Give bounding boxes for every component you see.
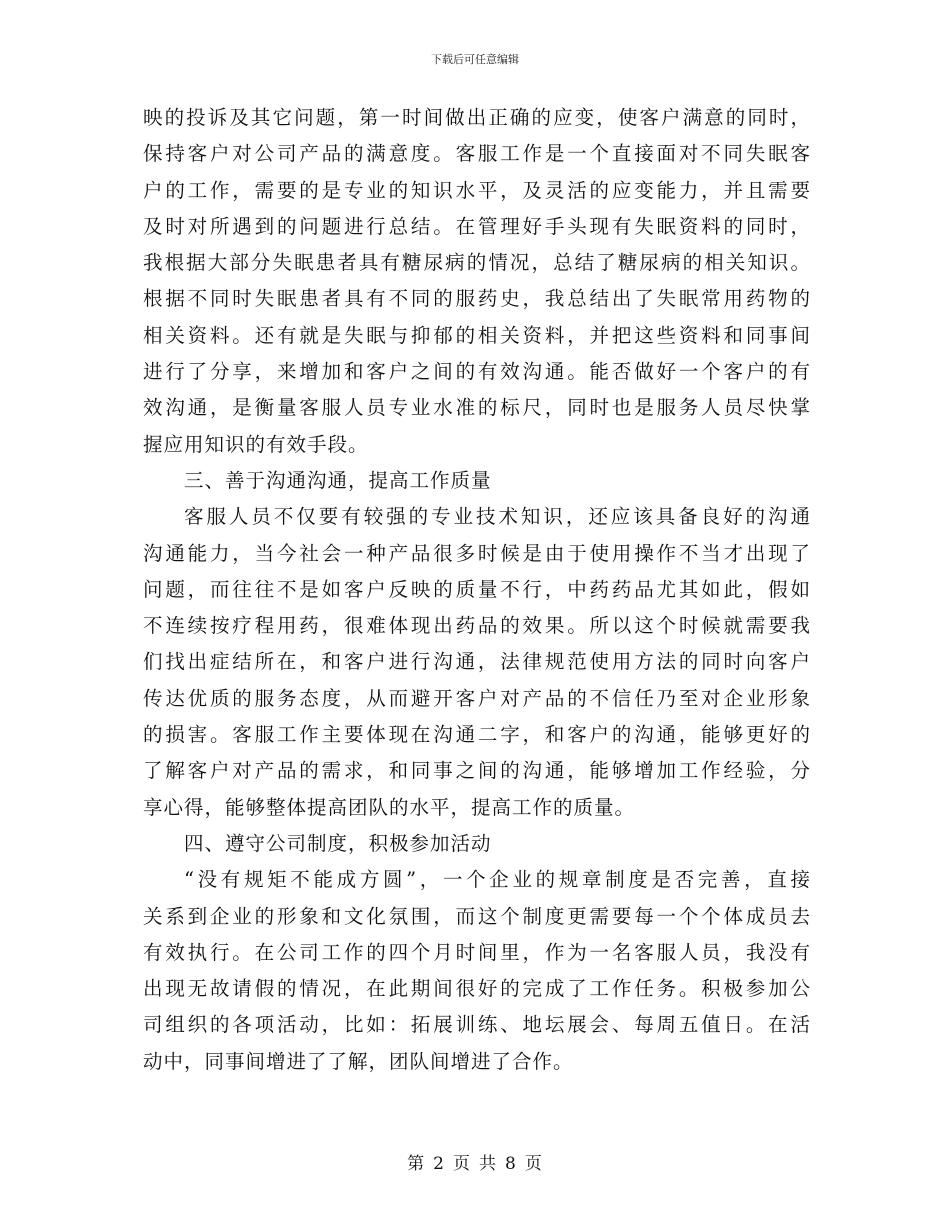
text-line: 不连续按疗程用药，很难体现出药品的效果。所以这个时候就需要我: [143, 614, 811, 638]
text-line: 的损害。客服工作主要体现在沟通二字，和客户的沟通，能够更好的: [143, 723, 811, 747]
page-footer: [0, 1153, 950, 1175]
text-line: 我根据大部分失眠患者具有糖尿病的情况，总结了糖尿病的相关知识。: [143, 251, 811, 275]
page-header: 下载后可任意编辑: [431, 53, 519, 66]
section-heading: 三、善于沟通沟通，提高工作质量: [184, 468, 492, 492]
footer-ye2: 页: [524, 1154, 543, 1174]
text-line: 进行了分享，来增加和客户之间的有效沟通。能否做好一个客户的有: [143, 360, 811, 384]
text-line: 客服人员不仅要有较强的专业技术知识，还应该具备良好的沟通: [184, 505, 811, 529]
text-line: 及时对所遇到的问题进行总结。在管理好手头现有失眠资料的同时，: [143, 214, 811, 238]
section-heading: 四、遵守公司制度，积极参加活动: [184, 831, 492, 855]
text-line: 们找出症结所在，和客户进行沟通，法律规范使用方法的同时向客户: [143, 650, 811, 674]
text-line: 映的投诉及其它问题，第一时间做出正确的应变，使客户满意的同时，: [143, 106, 811, 129]
text-line: 司组织的各项活动，比如：拓展训练、地坛展会、每周五值日。在活: [143, 1013, 811, 1037]
footer-di: 第: [407, 1154, 426, 1174]
text-line: 了解客户对产品的需求，和同事之间的沟通，能够增加工作经验，分: [143, 759, 811, 783]
text-line: 相关资料。还有就是失眠与抑郁的相关资料，并把这些资料和同事间: [143, 323, 811, 347]
text-line: 有效执行。在公司工作的四个月时间里，作为一名客服人员，我没有: [143, 940, 811, 964]
footer-ye: 页: [453, 1154, 471, 1174]
text-line: 握应用知识的有效手段。: [143, 432, 369, 456]
page-number: 2: [433, 1154, 445, 1174]
text-line: 出现无故请假的情况，在此期间很好的完成了工作任务。积极参加公: [143, 977, 811, 1001]
text-line: 效沟通，是衡量客服人员专业水准的标尺，同时也是服务人员尽快掌: [143, 396, 811, 420]
text-line: 户的工作，需要的是专业的知识水平，及灵活的应变能力，并且需要: [143, 178, 811, 202]
text-line: 传达优质的服务态度，从而避开客户对产品的不信任乃至对企业形象: [143, 686, 811, 710]
text-line: 问题，而往往不是如客户反映的质量不行，中药药品尤其如此，假如: [143, 577, 811, 601]
text-line: 动中，同事间增进了了解，团队间增进了合作。: [143, 1049, 574, 1073]
text-line: 根据不同时失眠患者具有不同的服药史，我总结出了失眠常用药物的: [143, 287, 811, 311]
total-pages: 8: [505, 1154, 517, 1174]
text-line: 沟通能力，当今社会一种产品很多时候是由于使用操作不当才出现了: [143, 541, 811, 565]
footer-gong: 共: [479, 1154, 497, 1174]
document-body: [143, 100, 811, 1080]
text-line: “没有规矩不能成方圆”，一个企业的规章制度是否完善，直接: [184, 868, 811, 892]
text-line: 关系到企业的形象和文化氛围，而这个制度更需要每一个个体成员去: [143, 904, 811, 928]
text-line: 享心得，能够整体提高团队的水平，提高工作的质量。: [143, 795, 636, 819]
text-line: 保持客户对公司产品的满意度。客服工作是一个直接面对不同失眠客: [143, 142, 811, 166]
